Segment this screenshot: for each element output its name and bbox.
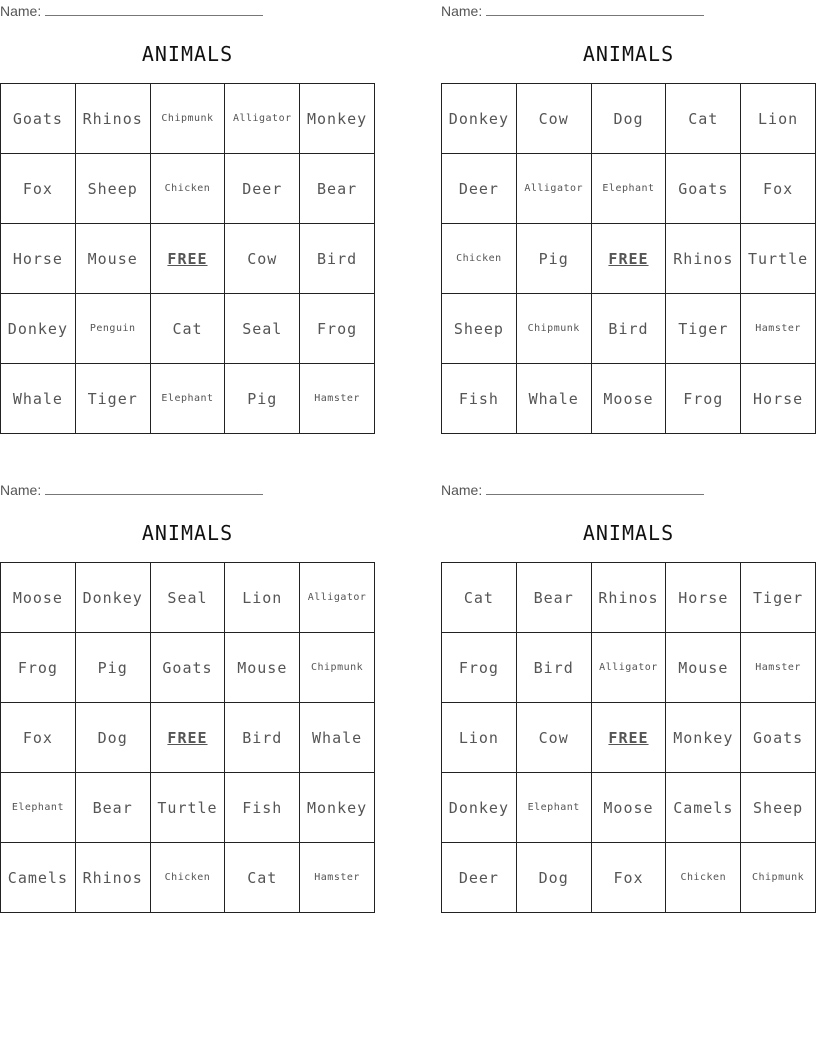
card-title: ANIMALS — [582, 42, 675, 66]
bingo-cell[interactable]: Tiger — [76, 364, 151, 434]
bingo-cell[interactable]: Tiger — [666, 294, 741, 364]
bingo-cell[interactable]: Mouse — [666, 633, 741, 703]
bingo-cell[interactable]: Fish — [225, 773, 300, 843]
bingo-cell[interactable]: Donkey — [76, 563, 151, 633]
bingo-cell[interactable]: Monkey — [300, 84, 375, 154]
bingo-cell[interactable]: Chipmunk — [151, 84, 226, 154]
bingo-cell[interactable]: Rhinos — [76, 84, 151, 154]
bingo-cell[interactable]: Whale — [300, 703, 375, 773]
name-field[interactable] — [0, 479, 375, 501]
name-label: Name: — [0, 482, 42, 498]
bingo-cell[interactable]: Deer — [442, 843, 517, 913]
bingo-cell[interactable]: Pig — [517, 224, 592, 294]
bingo-cell[interactable]: Cat — [442, 563, 517, 633]
bingo-cell[interactable]: Bird — [592, 294, 667, 364]
bingo-cell[interactable]: Whale — [1, 364, 76, 434]
bingo-cell[interactable]: Camels — [1, 843, 76, 913]
bingo-cell[interactable]: Lion — [741, 84, 816, 154]
bingo-cell[interactable]: Bird — [300, 224, 375, 294]
bingo-cell[interactable]: Turtle — [151, 773, 226, 843]
bingo-cell[interactable]: Donkey — [1, 294, 76, 364]
bingo-cell[interactable]: Cat — [151, 294, 226, 364]
name-blank[interactable] — [45, 481, 263, 495]
bingo-cell[interactable]: Lion — [442, 703, 517, 773]
bingo-cell[interactable]: Goats — [1, 84, 76, 154]
bingo-grid — [0, 83, 375, 434]
bingo-cell[interactable]: Moose — [592, 773, 667, 843]
bingo-cell[interactable]: Hamster — [741, 294, 816, 364]
bingo-cell[interactable]: Sheep — [442, 294, 517, 364]
bingo-cell[interactable]: Seal — [151, 563, 226, 633]
bingo-cell[interactable]: Lion — [225, 563, 300, 633]
bingo-cell[interactable]: Rhinos — [592, 563, 667, 633]
bingo-cell[interactable]: Moose — [1, 563, 76, 633]
free-space[interactable]: FREE — [151, 224, 226, 294]
bingo-card-2 — [441, 0, 816, 408]
bingo-cell[interactable]: Bear — [300, 154, 375, 224]
bingo-cell[interactable]: Whale — [517, 364, 592, 434]
bingo-cell[interactable]: Chicken — [151, 154, 226, 224]
bingo-cell[interactable]: Seal — [225, 294, 300, 364]
bingo-cell[interactable]: Elephant — [592, 154, 667, 224]
bingo-cell[interactable]: Mouse — [225, 633, 300, 703]
bingo-cell[interactable]: Rhinos — [666, 224, 741, 294]
bingo-cell[interactable]: Cow — [517, 703, 592, 773]
bingo-cell[interactable]: Chipmunk — [517, 294, 592, 364]
bingo-cell[interactable]: Goats — [741, 703, 816, 773]
bingo-grid — [441, 562, 816, 913]
bingo-cell[interactable]: Horse — [666, 563, 741, 633]
name-blank[interactable] — [45, 2, 263, 16]
bingo-cell[interactable]: Elephant — [151, 364, 226, 434]
bingo-cell[interactable]: Penguin — [76, 294, 151, 364]
bingo-cell[interactable]: Camels — [666, 773, 741, 843]
bingo-cell[interactable]: Alligator — [225, 84, 300, 154]
card-title: ANIMALS — [582, 521, 675, 545]
bingo-card-1 — [0, 0, 375, 408]
bingo-cell[interactable]: Goats — [666, 154, 741, 224]
bingo-cell[interactable]: Fox — [592, 843, 667, 913]
bingo-cell[interactable]: Horse — [1, 224, 76, 294]
bingo-cell[interactable]: Fox — [1, 703, 76, 773]
bingo-cell[interactable]: Chipmunk — [741, 843, 816, 913]
name-blank[interactable] — [486, 481, 704, 495]
bingo-cell[interactable]: Pig — [76, 633, 151, 703]
bingo-cell[interactable]: Dog — [592, 84, 667, 154]
bingo-cell[interactable]: Alligator — [300, 563, 375, 633]
name-field[interactable] — [0, 0, 375, 22]
bingo-cell[interactable]: Chipmunk — [300, 633, 375, 703]
name-label: Name: — [441, 3, 483, 19]
bingo-cell[interactable]: Fox — [741, 154, 816, 224]
bingo-grid — [441, 83, 816, 434]
bingo-cell[interactable]: Frog — [1, 633, 76, 703]
bingo-cell[interactable]: Fox — [1, 154, 76, 224]
card-title: ANIMALS — [141, 521, 234, 545]
bingo-grid — [0, 562, 375, 913]
bingo-cell[interactable]: Dog — [76, 703, 151, 773]
free-space[interactable]: FREE — [151, 703, 226, 773]
bingo-cell[interactable]: Cat — [666, 84, 741, 154]
bingo-card-4 — [441, 479, 816, 887]
bingo-cell[interactable]: Monkey — [666, 703, 741, 773]
bingo-cell[interactable]: Bird — [517, 633, 592, 703]
bingo-cell[interactable]: Dog — [517, 843, 592, 913]
bingo-cell[interactable]: Chicken — [666, 843, 741, 913]
bingo-cell[interactable]: Bear — [517, 563, 592, 633]
bingo-cell[interactable]: Goats — [151, 633, 226, 703]
bingo-cell[interactable]: Frog — [442, 633, 517, 703]
bingo-cell[interactable]: Cow — [517, 84, 592, 154]
bingo-cell[interactable]: Bird — [225, 703, 300, 773]
bingo-cell[interactable]: Frog — [300, 294, 375, 364]
bingo-cell[interactable]: Hamster — [741, 633, 816, 703]
bingo-cell[interactable]: Chicken — [151, 843, 226, 913]
name-blank[interactable] — [486, 2, 704, 16]
bingo-card-3 — [0, 479, 375, 887]
bingo-cell[interactable]: Tiger — [741, 563, 816, 633]
bingo-cell[interactable]: Sheep — [76, 154, 151, 224]
bingo-cell[interactable]: Donkey — [442, 773, 517, 843]
bingo-cell[interactable]: Hamster — [300, 843, 375, 913]
bingo-cell[interactable]: Cow — [225, 224, 300, 294]
bingo-cell[interactable]: Alligator — [592, 633, 667, 703]
bingo-cell[interactable]: Donkey — [442, 84, 517, 154]
bingo-cell[interactable]: Mouse — [76, 224, 151, 294]
bingo-cell[interactable]: Fish — [442, 364, 517, 434]
name-label: Name: — [441, 482, 483, 498]
bingo-cell[interactable]: Frog — [666, 364, 741, 434]
bingo-cell[interactable]: Monkey — [300, 773, 375, 843]
bingo-cell[interactable]: Deer — [442, 154, 517, 224]
bingo-cell[interactable]: Chicken — [442, 224, 517, 294]
card-title: ANIMALS — [141, 42, 234, 66]
bingo-cell[interactable]: Horse — [741, 364, 816, 434]
name-field[interactable] — [441, 0, 816, 22]
name-label: Name: — [0, 3, 42, 19]
bingo-cell[interactable]: Rhinos — [76, 843, 151, 913]
bingo-cell[interactable]: Alligator — [517, 154, 592, 224]
free-space[interactable]: FREE — [592, 224, 667, 294]
bingo-cell[interactable]: Deer — [225, 154, 300, 224]
name-field[interactable] — [441, 479, 816, 501]
bingo-cell[interactable]: Elephant — [1, 773, 76, 843]
bingo-cell[interactable]: Cat — [225, 843, 300, 913]
bingo-cell[interactable]: Pig — [225, 364, 300, 434]
bingo-cell[interactable]: Elephant — [517, 773, 592, 843]
free-space[interactable]: FREE — [592, 703, 667, 773]
bingo-cell[interactable]: Sheep — [741, 773, 816, 843]
bingo-cell[interactable]: Hamster — [300, 364, 375, 434]
bingo-cell[interactable]: Bear — [76, 773, 151, 843]
bingo-cell[interactable]: Turtle — [741, 224, 816, 294]
bingo-cell[interactable]: Moose — [592, 364, 667, 434]
